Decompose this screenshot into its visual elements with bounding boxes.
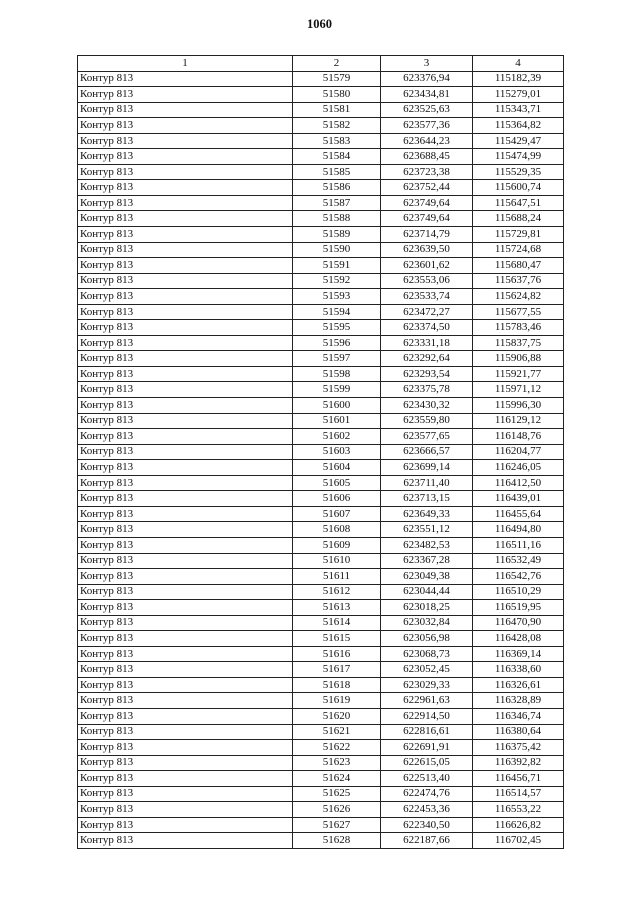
x-coordinate-cell: 623649,33 [381, 506, 473, 522]
table-row [78, 71, 564, 87]
x-coordinate-cell: 622816,61 [381, 724, 473, 740]
point-number-cell: 51616 [293, 646, 381, 662]
point-number-cell: 51592 [293, 273, 381, 289]
point-number-cell: 51628 [293, 833, 381, 849]
y-coordinate-cell: 115677,55 [473, 304, 564, 320]
table-row [78, 631, 564, 647]
point-number-cell: 51582 [293, 118, 381, 134]
table-row [78, 444, 564, 460]
table-row [78, 133, 564, 149]
point-number-cell: 51605 [293, 475, 381, 491]
contour-name-cell: Контур 813 [78, 444, 293, 460]
contour-name-cell: Контур 813 [78, 398, 293, 414]
y-coordinate-cell: 115906,88 [473, 351, 564, 367]
contour-name-cell: Контур 813 [78, 631, 293, 647]
column-header-3: 3 [381, 56, 473, 72]
contour-name-cell: Контур 813 [78, 584, 293, 600]
x-coordinate-cell: 623551,12 [381, 522, 473, 538]
contour-name-cell: Контур 813 [78, 755, 293, 771]
table-row [78, 569, 564, 585]
point-number-cell: 51595 [293, 320, 381, 336]
table-row [78, 491, 564, 507]
table-row [78, 335, 564, 351]
x-coordinate-cell: 623711,40 [381, 475, 473, 491]
table-row [78, 258, 564, 274]
point-number-cell: 51591 [293, 258, 381, 274]
contour-name-cell: Контур 813 [78, 802, 293, 818]
table-row [78, 708, 564, 724]
table-row [78, 646, 564, 662]
y-coordinate-cell: 116380,64 [473, 724, 564, 740]
table-row [78, 662, 564, 678]
table-row [78, 755, 564, 771]
y-coordinate-cell: 116456,71 [473, 771, 564, 787]
x-coordinate-cell: 623644,23 [381, 133, 473, 149]
contour-name-cell: Контур 813 [78, 133, 293, 149]
contour-name-cell: Контур 813 [78, 677, 293, 693]
table-row [78, 351, 564, 367]
contour-name-cell: Контур 813 [78, 351, 293, 367]
point-number-cell: 51619 [293, 693, 381, 709]
y-coordinate-cell: 116514,57 [473, 786, 564, 802]
coordinates-table [77, 55, 564, 849]
y-coordinate-cell: 116455,64 [473, 506, 564, 522]
point-number-cell: 51617 [293, 662, 381, 678]
y-coordinate-cell: 116532,49 [473, 553, 564, 569]
contour-name-cell: Контур 813 [78, 87, 293, 103]
x-coordinate-cell: 623752,44 [381, 180, 473, 196]
contour-name-cell: Контур 813 [78, 600, 293, 616]
page-number: 1060 [307, 17, 332, 31]
point-number-cell: 51583 [293, 133, 381, 149]
y-coordinate-cell: 115724,68 [473, 242, 564, 258]
point-number-cell: 51622 [293, 740, 381, 756]
table-row [78, 304, 564, 320]
x-coordinate-cell: 623292,64 [381, 351, 473, 367]
y-coordinate-cell: 115921,77 [473, 366, 564, 382]
y-coordinate-cell: 115529,35 [473, 164, 564, 180]
x-coordinate-cell: 623482,53 [381, 537, 473, 553]
y-coordinate-cell: 115637,76 [473, 273, 564, 289]
contour-name-cell: Контур 813 [78, 242, 293, 258]
column-header-4: 4 [473, 56, 564, 72]
x-coordinate-cell: 622187,66 [381, 833, 473, 849]
contour-name-cell: Контур 813 [78, 569, 293, 585]
table-row [78, 537, 564, 553]
column-header-1: 1 [78, 56, 293, 72]
x-coordinate-cell: 623331,18 [381, 335, 473, 351]
table-row [78, 693, 564, 709]
y-coordinate-cell: 115600,74 [473, 180, 564, 196]
contour-name-cell: Контур 813 [78, 553, 293, 569]
point-number-cell: 51604 [293, 460, 381, 476]
y-coordinate-cell: 115182,39 [473, 71, 564, 87]
table-row [78, 817, 564, 833]
x-coordinate-cell: 622340,50 [381, 817, 473, 833]
y-coordinate-cell: 116148,76 [473, 429, 564, 445]
y-coordinate-cell: 116369,14 [473, 646, 564, 662]
contour-name-cell: Контур 813 [78, 273, 293, 289]
table-row [78, 740, 564, 756]
point-number-cell: 51596 [293, 335, 381, 351]
y-coordinate-cell: 116511,16 [473, 537, 564, 553]
point-number-cell: 51612 [293, 584, 381, 600]
contour-name-cell: Контур 813 [78, 786, 293, 802]
point-number-cell: 51610 [293, 553, 381, 569]
point-number-cell: 51620 [293, 708, 381, 724]
x-coordinate-cell: 623714,79 [381, 227, 473, 243]
point-number-cell: 51590 [293, 242, 381, 258]
contour-name-cell: Контур 813 [78, 615, 293, 631]
x-coordinate-cell: 622961,63 [381, 693, 473, 709]
x-coordinate-cell: 623525,63 [381, 102, 473, 118]
y-coordinate-cell: 115474,99 [473, 149, 564, 165]
table-row [78, 506, 564, 522]
contour-name-cell: Контур 813 [78, 227, 293, 243]
x-coordinate-cell: 623052,45 [381, 662, 473, 678]
y-coordinate-cell: 116346,74 [473, 708, 564, 724]
x-coordinate-cell: 623032,84 [381, 615, 473, 631]
x-coordinate-cell: 623601,62 [381, 258, 473, 274]
contour-name-cell: Контур 813 [78, 413, 293, 429]
point-number-cell: 51587 [293, 195, 381, 211]
point-number-cell: 51621 [293, 724, 381, 740]
point-number-cell: 51615 [293, 631, 381, 647]
point-number-cell: 51588 [293, 211, 381, 227]
y-coordinate-cell: 115837,75 [473, 335, 564, 351]
y-coordinate-cell: 116542,76 [473, 569, 564, 585]
point-number-cell: 51609 [293, 537, 381, 553]
y-coordinate-cell: 116412,50 [473, 475, 564, 491]
point-number-cell: 51608 [293, 522, 381, 538]
point-number-cell: 51606 [293, 491, 381, 507]
point-number-cell: 51602 [293, 429, 381, 445]
point-number-cell: 51597 [293, 351, 381, 367]
x-coordinate-cell: 623533,74 [381, 289, 473, 305]
table-row [78, 211, 564, 227]
contour-name-cell: Контур 813 [78, 304, 293, 320]
point-number-cell: 51627 [293, 817, 381, 833]
contour-name-cell: Контур 813 [78, 180, 293, 196]
contour-name-cell: Контур 813 [78, 320, 293, 336]
contour-name-cell: Контур 813 [78, 662, 293, 678]
x-coordinate-cell: 623056,98 [381, 631, 473, 647]
y-coordinate-cell: 115624,82 [473, 289, 564, 305]
table-row [78, 522, 564, 538]
point-number-cell: 51600 [293, 398, 381, 414]
point-number-cell: 51586 [293, 180, 381, 196]
point-number-cell: 51589 [293, 227, 381, 243]
table-row [78, 180, 564, 196]
contour-name-cell: Контур 813 [78, 366, 293, 382]
x-coordinate-cell: 623723,38 [381, 164, 473, 180]
y-coordinate-cell: 116328,89 [473, 693, 564, 709]
column-header-2: 2 [293, 56, 381, 72]
y-coordinate-cell: 115688,24 [473, 211, 564, 227]
contour-name-cell: Контур 813 [78, 195, 293, 211]
contour-name-cell: Контур 813 [78, 506, 293, 522]
x-coordinate-cell: 623577,36 [381, 118, 473, 134]
y-coordinate-cell: 115279,01 [473, 87, 564, 103]
y-coordinate-cell: 115429,47 [473, 133, 564, 149]
contour-name-cell: Контур 813 [78, 724, 293, 740]
x-coordinate-cell: 623375,78 [381, 382, 473, 398]
point-number-cell: 51625 [293, 786, 381, 802]
contour-name-cell: Контур 813 [78, 102, 293, 118]
contour-name-cell: Контур 813 [78, 149, 293, 165]
x-coordinate-cell: 623713,15 [381, 491, 473, 507]
table-row [78, 584, 564, 600]
point-number-cell: 51593 [293, 289, 381, 305]
point-number-cell: 51584 [293, 149, 381, 165]
point-number-cell: 51585 [293, 164, 381, 180]
x-coordinate-cell: 623749,64 [381, 195, 473, 211]
table-row [78, 553, 564, 569]
x-coordinate-cell: 623553,06 [381, 273, 473, 289]
table-row [78, 289, 564, 305]
x-coordinate-cell: 623044,44 [381, 584, 473, 600]
y-coordinate-cell: 116204,77 [473, 444, 564, 460]
y-coordinate-cell: 116553,22 [473, 802, 564, 818]
point-number-cell: 51601 [293, 413, 381, 429]
table-body [78, 71, 564, 848]
x-coordinate-cell: 623374,50 [381, 320, 473, 336]
x-coordinate-cell: 623666,57 [381, 444, 473, 460]
contour-name-cell: Контур 813 [78, 211, 293, 227]
table-row [78, 677, 564, 693]
contour-name-cell: Контур 813 [78, 382, 293, 398]
table-row [78, 600, 564, 616]
contour-name-cell: Контур 813 [78, 522, 293, 538]
y-coordinate-cell: 115783,46 [473, 320, 564, 336]
y-coordinate-cell: 116428,08 [473, 631, 564, 647]
contour-name-cell: Контур 813 [78, 817, 293, 833]
table-row [78, 320, 564, 336]
x-coordinate-cell: 622513,40 [381, 771, 473, 787]
contour-name-cell: Контур 813 [78, 740, 293, 756]
point-number-cell: 51581 [293, 102, 381, 118]
y-coordinate-cell: 116494,80 [473, 522, 564, 538]
y-coordinate-cell: 116470,90 [473, 615, 564, 631]
point-number-cell: 51618 [293, 677, 381, 693]
x-coordinate-cell: 623049,38 [381, 569, 473, 585]
table-row [78, 429, 564, 445]
x-coordinate-cell: 623430,32 [381, 398, 473, 414]
y-coordinate-cell: 116702,45 [473, 833, 564, 849]
x-coordinate-cell: 622615,05 [381, 755, 473, 771]
x-coordinate-cell: 623699,14 [381, 460, 473, 476]
y-coordinate-cell: 115729,81 [473, 227, 564, 243]
table-row [78, 615, 564, 631]
point-number-cell: 51599 [293, 382, 381, 398]
x-coordinate-cell: 623018,25 [381, 600, 473, 616]
contour-name-cell: Контур 813 [78, 258, 293, 274]
y-coordinate-cell: 116129,12 [473, 413, 564, 429]
y-coordinate-cell: 115680,47 [473, 258, 564, 274]
x-coordinate-cell: 623068,73 [381, 646, 473, 662]
y-coordinate-cell: 116338,60 [473, 662, 564, 678]
contour-name-cell: Контур 813 [78, 693, 293, 709]
point-number-cell: 51579 [293, 71, 381, 87]
table-row [78, 195, 564, 211]
contour-name-cell: Контур 813 [78, 833, 293, 849]
y-coordinate-cell: 115364,82 [473, 118, 564, 134]
table-row [78, 833, 564, 849]
y-coordinate-cell: 116375,42 [473, 740, 564, 756]
x-coordinate-cell: 623029,33 [381, 677, 473, 693]
point-number-cell: 51598 [293, 366, 381, 382]
table-row [78, 149, 564, 165]
contour-name-cell: Контур 813 [78, 646, 293, 662]
y-coordinate-cell: 115971,12 [473, 382, 564, 398]
point-number-cell: 51580 [293, 87, 381, 103]
contour-name-cell: Контур 813 [78, 537, 293, 553]
y-coordinate-cell: 115996,30 [473, 398, 564, 414]
point-number-cell: 51614 [293, 615, 381, 631]
x-coordinate-cell: 623376,94 [381, 71, 473, 87]
table-row [78, 724, 564, 740]
y-coordinate-cell: 115343,71 [473, 102, 564, 118]
table-row [78, 366, 564, 382]
y-coordinate-cell: 116510,29 [473, 584, 564, 600]
table-row [78, 242, 564, 258]
x-coordinate-cell: 622914,50 [381, 708, 473, 724]
point-number-cell: 51603 [293, 444, 381, 460]
contour-name-cell: Контур 813 [78, 708, 293, 724]
x-coordinate-cell: 623749,64 [381, 211, 473, 227]
point-number-cell: 51594 [293, 304, 381, 320]
table-row [78, 475, 564, 491]
table-row [78, 413, 564, 429]
point-number-cell: 51613 [293, 600, 381, 616]
table-row [78, 87, 564, 103]
y-coordinate-cell: 116326,61 [473, 677, 564, 693]
x-coordinate-cell: 623639,50 [381, 242, 473, 258]
y-coordinate-cell: 115647,51 [473, 195, 564, 211]
contour-name-cell: Контур 813 [78, 335, 293, 351]
table-row [78, 786, 564, 802]
contour-name-cell: Контур 813 [78, 771, 293, 787]
table-row [78, 273, 564, 289]
contour-name-cell: Контур 813 [78, 289, 293, 305]
y-coordinate-cell: 116246,05 [473, 460, 564, 476]
x-coordinate-cell: 623293,54 [381, 366, 473, 382]
x-coordinate-cell: 622474,76 [381, 786, 473, 802]
x-coordinate-cell: 623367,28 [381, 553, 473, 569]
x-coordinate-cell: 623688,45 [381, 149, 473, 165]
contour-name-cell: Контур 813 [78, 118, 293, 134]
table-row [78, 227, 564, 243]
table-row [78, 164, 564, 180]
table-row [78, 102, 564, 118]
x-coordinate-cell: 622691,91 [381, 740, 473, 756]
point-number-cell: 51626 [293, 802, 381, 818]
x-coordinate-cell: 623559,80 [381, 413, 473, 429]
table-row [78, 382, 564, 398]
point-number-cell: 51611 [293, 569, 381, 585]
table-row [78, 398, 564, 414]
point-number-cell: 51607 [293, 506, 381, 522]
table-row [78, 771, 564, 787]
contour-name-cell: Контур 813 [78, 71, 293, 87]
table-header-row [78, 56, 564, 72]
table-row [78, 460, 564, 476]
contour-name-cell: Контур 813 [78, 475, 293, 491]
contour-name-cell: Контур 813 [78, 429, 293, 445]
table-row [78, 802, 564, 818]
x-coordinate-cell: 622453,36 [381, 802, 473, 818]
x-coordinate-cell: 623577,65 [381, 429, 473, 445]
point-number-cell: 51624 [293, 771, 381, 787]
point-number-cell: 51623 [293, 755, 381, 771]
y-coordinate-cell: 116392,82 [473, 755, 564, 771]
y-coordinate-cell: 116626,82 [473, 817, 564, 833]
x-coordinate-cell: 623434,81 [381, 87, 473, 103]
contour-name-cell: Контур 813 [78, 164, 293, 180]
contour-name-cell: Контур 813 [78, 460, 293, 476]
table-row [78, 118, 564, 134]
contour-name-cell: Контур 813 [78, 491, 293, 507]
x-coordinate-cell: 623472,27 [381, 304, 473, 320]
y-coordinate-cell: 116519,95 [473, 600, 564, 616]
y-coordinate-cell: 116439,01 [473, 491, 564, 507]
